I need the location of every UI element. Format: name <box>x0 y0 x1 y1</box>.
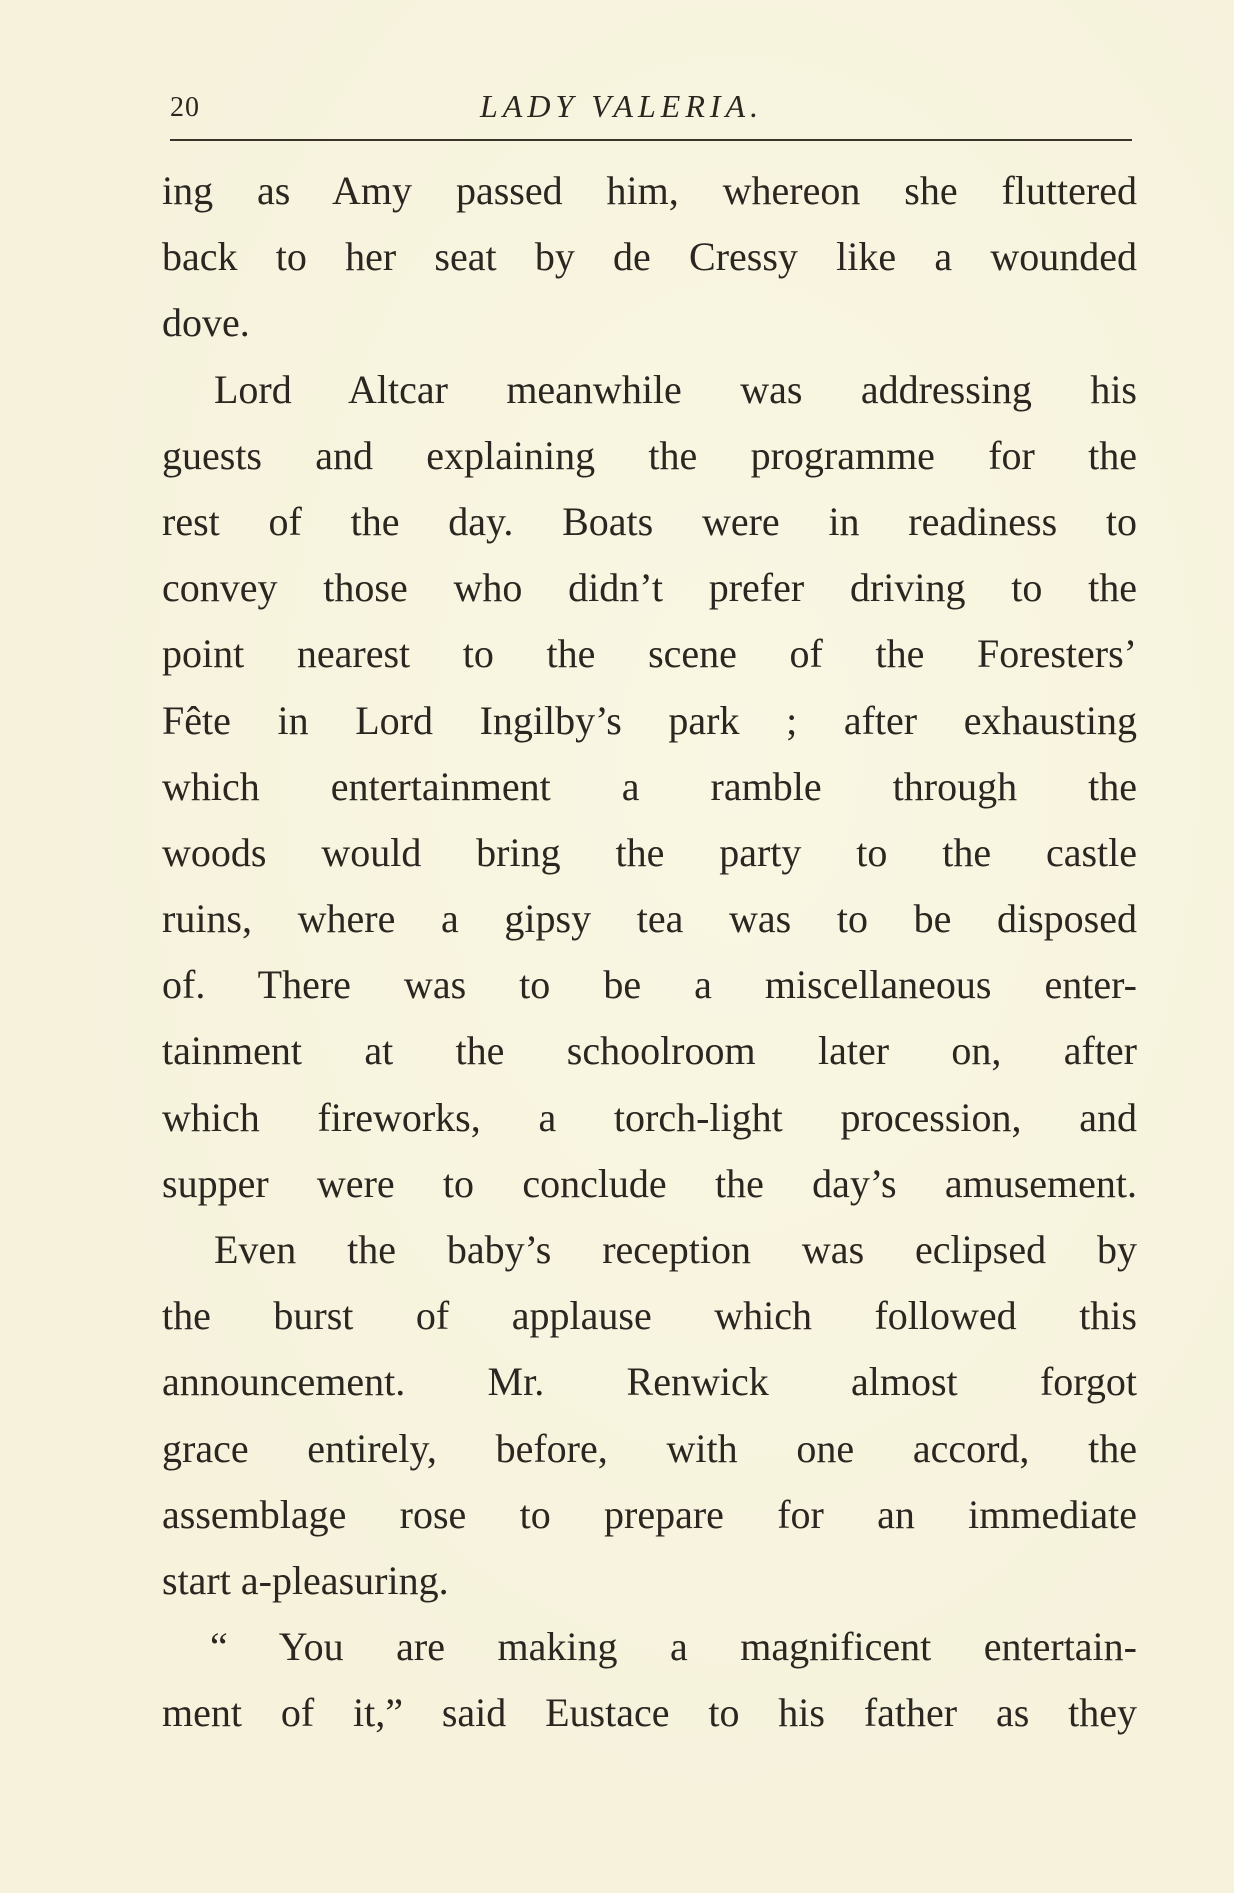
text-line: announcement. Mr. Renwick almost forgot <box>162 1359 1137 1405</box>
text-line: of. There was to be a miscellaneous enter- <box>162 962 1137 1008</box>
text-line: dove. <box>162 300 250 346</box>
text-line: back to her seat by de Cressy like a wounded <box>162 234 1137 280</box>
text-line: Fête in Lord Ingilby’s park ; after exhausting <box>162 697 1137 743</box>
text-line: point nearest to the scene of the Foresters’ <box>162 631 1137 677</box>
text-line: convey those who didn’t prefer driving to the <box>162 565 1137 611</box>
text-line: which entertainment a ramble through the <box>162 763 1137 809</box>
text-line: Even the baby’s reception was eclipsed by <box>214 1227 1137 1272</box>
text-line: tainment at the schoolroom later on, after <box>162 1028 1137 1074</box>
text-line: ment of it,” said Eustace to his father as they <box>162 1690 1137 1736</box>
text-line: grace entirely, before, with one accord, the <box>162 1425 1137 1471</box>
text-line: guests and explaining the programme for the <box>162 432 1137 478</box>
header-rule <box>170 139 1132 141</box>
text-line: ing as Amy passed him, whereon she fluttered <box>162 168 1137 213</box>
text-line: start a-pleasuring. <box>162 1557 449 1603</box>
text-line: Lord Altcar meanwhile was addressing his <box>214 366 1137 412</box>
text-line: ruins, where a gipsy tea was to be disposed <box>162 896 1137 942</box>
text-line: rest of the day. Boats were in readiness to <box>162 498 1137 544</box>
text-line: woods would bring the party to the castle <box>162 829 1137 875</box>
running-head <box>170 88 1132 128</box>
text-line: supper were to conclude the day’s amusement. <box>162 1160 1137 1206</box>
text-line: “ You are making a magnificent entertain- <box>210 1624 1137 1670</box>
body-text <box>162 158 1137 1747</box>
page-number: 20 <box>170 92 200 123</box>
text-line: assemblage rose to prepare for an immediate <box>162 1491 1137 1537</box>
text-line: the burst of applause which followed this <box>162 1293 1137 1339</box>
running-title: LADY VALERIA. <box>480 88 764 124</box>
text-line: which fireworks, a torch-light procession, and <box>162 1094 1137 1140</box>
